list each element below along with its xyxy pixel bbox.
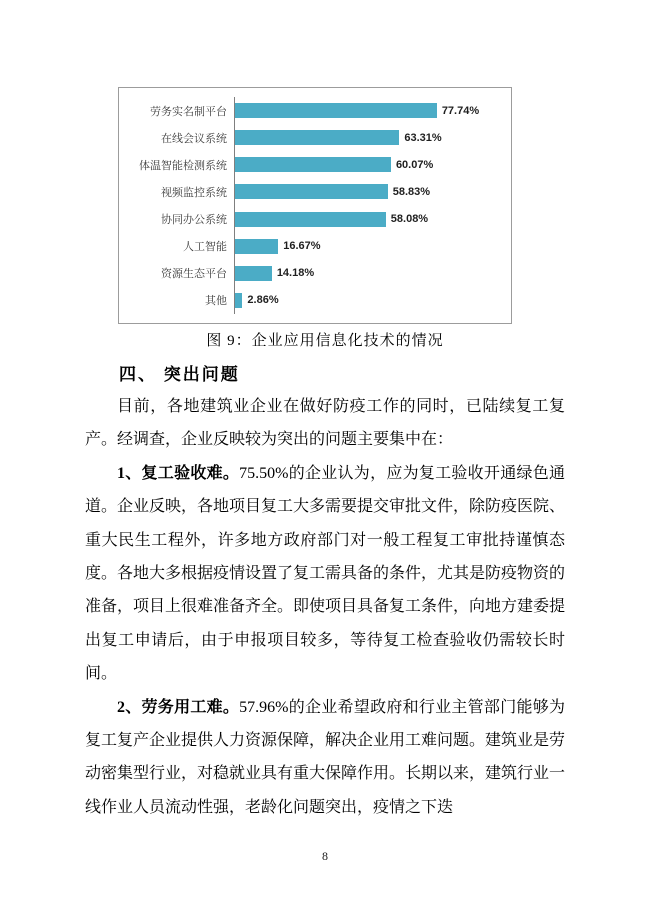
chart-row [126, 178, 505, 205]
chart-bar [235, 103, 437, 118]
chart-category-label: 在线会议系统 [161, 132, 227, 145]
chart-row [126, 97, 505, 124]
section-heading: 四、 突出问题 [119, 365, 240, 384]
chart-category-label: 视频监控系统 [161, 186, 227, 199]
chart-bar [235, 184, 388, 199]
chart-row [126, 233, 505, 260]
paragraph-lead-bold: 2、劳务用工难。 [117, 698, 240, 716]
body-text [85, 390, 565, 824]
chart-category-label: 其他 [205, 295, 227, 308]
paragraph-text: 57.96%的企业希望政府和行业主管部门能够为复工复产企业提供人力资源保障，解决企业用工难问题。建筑业是劳动密集型行业，对稳就业具有重大保障作用。长期以来，建筑行业一线作业人员流动性强，老龄化问题突出，疫情之下迭 [85, 698, 566, 816]
chart-bar [235, 130, 399, 145]
chart-bar-area [234, 151, 505, 178]
paragraph-text: 75.50%的企业认为，应为复工验收开通绿色通道。企业反映，各地项目复工大多需要提交审批文件，除防疫医院、重大民生工程外，许多地方政府部门对一般工程复工审批持谨慎态度。各地大多根据疫情设置了复工需具备的条件，尤其是防疫物资的准备，项目上很难准备齐全。即使项目具备复工条件，向地方建委提出复工申请后，由于申报项目较多，等待复工检查验收仍需较长时间。 [85, 464, 566, 683]
chart-bar [235, 239, 278, 254]
chart-bar [235, 293, 242, 308]
chart-category-label: 劳务实名制平台 [150, 105, 227, 118]
chart-value-label: 2.86% [247, 294, 279, 307]
chart-bar-area [234, 260, 505, 287]
chart-bar-area [234, 287, 505, 314]
chart-plot [126, 97, 505, 314]
paragraph [85, 390, 565, 457]
chart-bar-area [234, 233, 505, 260]
chart-row [126, 260, 505, 287]
paragraph-text: 目前，各地建筑业企业在做好防疫工作的同时，已陆续复工复产。经调查，企业反映较为突出的问题主要集中在： [85, 398, 565, 449]
paragraph [85, 691, 565, 825]
chart-bar-area [234, 124, 505, 151]
chart-row [126, 287, 505, 314]
chart-value-label: 16.67% [283, 240, 321, 253]
chart-value-label: 58.08% [390, 213, 429, 226]
chart-row [126, 206, 505, 233]
bar-chart-figure [118, 87, 512, 324]
chart-bar [235, 212, 386, 227]
chart-bar [235, 157, 391, 172]
chart-category-label: 人工智能 [183, 241, 227, 254]
chart-row [126, 151, 505, 178]
chart-value-label: 58.83% [392, 185, 431, 198]
figure-caption: 图 9：企业应用信息化技术的情况 [206, 333, 444, 349]
paragraph-lead-bold: 1、复工验收难。 [117, 464, 240, 482]
paragraph [85, 457, 565, 691]
chart-bar-area [234, 97, 505, 124]
chart-value-label: 14.18% [276, 267, 315, 280]
chart-value-label: 60.07% [395, 158, 434, 171]
chart-category-label: 体温智能检测系统 [139, 159, 227, 172]
chart-category-label: 资源生态平台 [161, 268, 227, 281]
chart-category-label: 协同办公系统 [161, 214, 227, 227]
chart-row [126, 124, 505, 151]
chart-bar-area [234, 178, 505, 205]
chart-bar [235, 266, 272, 281]
chart-bar-area [234, 206, 505, 233]
chart-value-label: 77.74% [441, 104, 480, 117]
chart-value-label: 63.31% [404, 131, 442, 144]
page-number: 8 [322, 849, 328, 863]
